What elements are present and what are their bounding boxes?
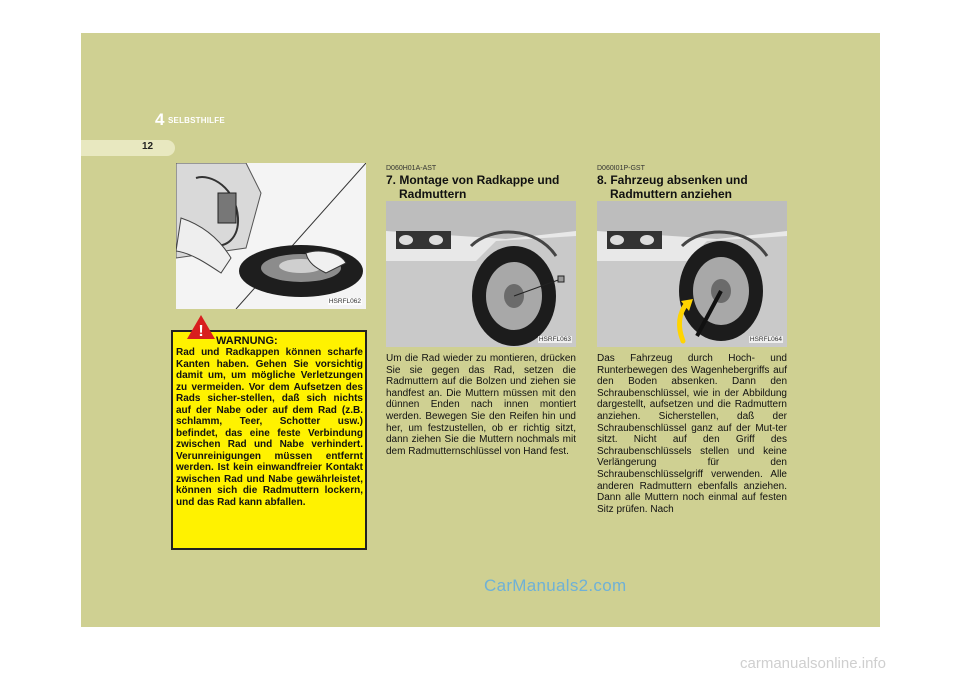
section-8-heading-line1: 8. Fahrzeug absenken und	[597, 173, 748, 187]
section-7-heading-line2: Radmuttern	[399, 187, 467, 201]
spare-tire-photo	[176, 163, 366, 309]
svg-text:!: !	[198, 323, 204, 340]
footer-watermark: carmanualsonline.info	[740, 655, 886, 672]
image-code: HSRFL064	[749, 336, 782, 343]
section-8-heading-line2: Radmuttern anziehen	[610, 187, 733, 201]
page-number-tab	[81, 140, 175, 156]
wheel-wrench-photo	[597, 201, 787, 347]
image-code: HSRFL062	[328, 298, 361, 305]
page-number: 12	[142, 141, 154, 152]
section-7-heading-line1: 7. Montage von Radkappe und	[386, 173, 560, 187]
warning-text: Rad und Radkappen können scharfe Kanten haben. Gehen Sie vorsichtig damit um, um mögliche Verletzungen zu vermeiden. Vor dem Aufsetzen des Rads sicher-stellen, daß sich nichts auf der Nabe oder auf dem Rad (z.B. schlamm, Teer, Schotter usw.) befindet, das eine feste Verbindung zwischen Rad und Nabe verhindert. Verunreinigungen müssen entfernt werden. Ist kein einwandfreier Kontakt zwischen Rad und Nabe gewährleistet, können sich die Radmuttern lockern, und das Rad kann abfallen.	[176, 347, 363, 508]
chapter-number: 4	[155, 110, 165, 129]
section-7-heading	[386, 173, 578, 201]
image-code: HSRFL063	[538, 336, 571, 343]
section-8-ref: D060I01P-GST	[597, 165, 645, 172]
section-7-ref: D060H01A-AST	[386, 165, 437, 172]
chapter-title: SELBSTHILFE	[168, 116, 225, 125]
section-8-text: Das Fahrzeug durch Hoch- und Runterbewegen des Wagenhebergriffs auf den Boden absenken. Dann den Schraubenschlüssel, wie in der Abbildung dargestellt, aufsetzen und die Radmuttern anziehen. Sicherstellen, daß der Schraubenschlüssel ganz auf der Mut-ter sitzt. Nicht auf den Griff des Schraubenschlüssels stellen und keine Verlängerung für den Schraubenschlüsselgriff verwenden. Alle anderen Radmuttern ebenfalls anziehen. Dann alle Muttern noch einmal auf festen Sitz prüfen. Nach	[597, 353, 787, 515]
warning-triangle-icon	[186, 314, 216, 340]
wheel-nuts-photo	[386, 201, 576, 347]
section-8-heading	[597, 173, 789, 201]
warning-title: WARNUNG:	[216, 335, 278, 347]
watermark-link[interactable]: CarManuals2.com	[484, 576, 627, 595]
section-7-text: Um die Rad wieder zu montieren, drücken Sie sie gegen das Rad, setzen die Radmuttern auf die Bolzen und ziehen sie handfest an. Die Muttern müssen mit den dünnen Enden nach innen montiert werden. Bewegen Sie den Reifen hin und her, um festzustellen, ob er richtig sitzt, dann ziehen Sie die Muttern nochmals mit dem Radmutternschlüssel von Hand fest.	[386, 353, 576, 457]
